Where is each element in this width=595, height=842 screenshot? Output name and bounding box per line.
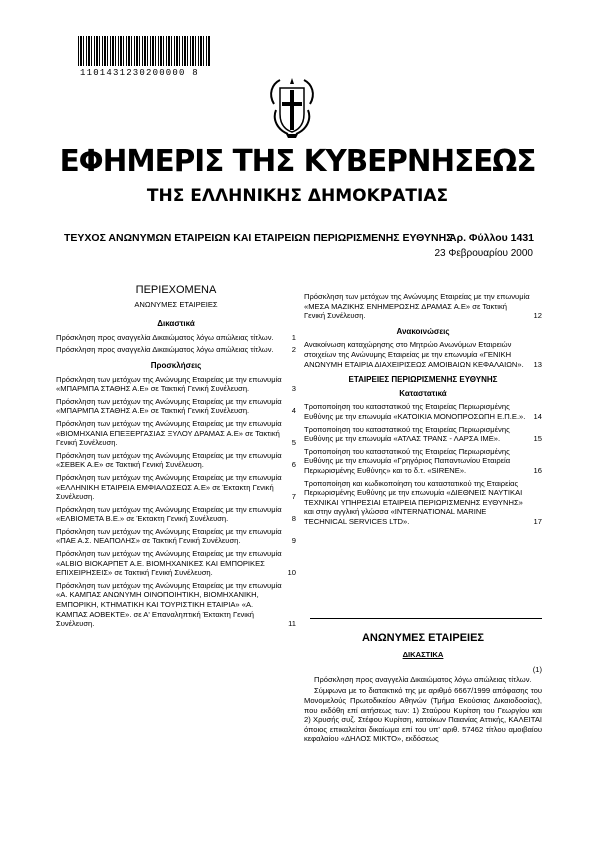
- contents-section: ΑΝΩΝΥΜΕΣ ΕΤΑΙΡΕΙΕΣ: [134, 299, 218, 309]
- entry-page: 12: [533, 311, 542, 321]
- entry-page: 6: [291, 460, 296, 470]
- statutes-heading: Καταστατικά: [399, 388, 447, 398]
- list-item[interactable]: [56, 333, 296, 343]
- entry-page: 1: [291, 332, 296, 342]
- contents-heading: ΠΕΡΙΕΧΟΜΕΝΑ: [135, 284, 217, 296]
- list-item[interactable]: [56, 473, 296, 502]
- list-item[interactable]: [304, 402, 542, 421]
- list-item[interactable]: [56, 397, 296, 416]
- list-item[interactable]: [56, 581, 296, 629]
- list-item[interactable]: [56, 345, 296, 355]
- entry-text: Πρόσκληση των μετόχων της Ανώνυμης Εταιρείας με την επωνυμία «ΣΕΒΕΚ Α.Ε» σε Τακτική Γενική Συνέλευση.: [56, 450, 282, 470]
- greek-coat-of-arms-icon: [266, 74, 318, 140]
- list-item[interactable]: [56, 451, 296, 470]
- entry-page: 17: [533, 516, 542, 526]
- barcode-number: 1101431230200000 8: [80, 68, 199, 78]
- entry-text: Πρόσκληση των μετόχων της Ανώνυμης Εταιρείας με την επωνυμία «ΕΛΒΙΟΜΕΤΑ Β.Ε.» σε Έκτακτη Γενική Συνέλευση.: [56, 504, 282, 524]
- entry-page: 5: [291, 438, 296, 448]
- entry-text: Πρόσκληση προς αναγγελία Δικαιώματος λόγω απώλειας τίτλων.: [56, 332, 274, 342]
- issue-date: 23 Φεβρουαρίου 2000: [434, 248, 533, 259]
- list-item[interactable]: [304, 447, 542, 476]
- entry-text: Τροποποίηση και κωδικοποίηση του καταστατικού της Εταιρείας Περιωρισμένης Ευθύνης με την επωνυμία «ΔΙΕΘΝΕΙΣ ΝΑΥΤΙΚΑΙ ΤΕΧΝΙΚΑΙ ΥΠΗΡΕΣΙΑΙ ΕΤΑΙΡΕΙΑ ΠΕΡΙΩΡΙΣΜΕΝΗΣ ΕΥΘΥΝΗΣ» και στην αγγλική γλώσσα «INTERNATIONAL MARINE TECHNICAL SERVICES LTD».: [304, 478, 523, 526]
- body-section-title: ΑΝΩΝΥΜΕΣ ΕΤΑΙΡΕΙΕΣ: [361, 632, 485, 644]
- invitations-list: [56, 375, 296, 629]
- notice-number: (1): [532, 665, 542, 675]
- entry-page: 13: [533, 359, 542, 369]
- ltd-section-heading: ΕΤΑΙΡΕΙΕΣ ΠΕΡΙΩΡΙΣΜΕΝΗΣ ΕΥΘΥΝΗΣ: [348, 375, 498, 385]
- body-section: [304, 630, 542, 744]
- entry-page: 4: [291, 406, 296, 416]
- page-subtitle: ΤΗΣ ΕΛΛΗΝΙΚΗΣ ΔΗΜΟΚΡΑΤΙΑΣ: [146, 186, 449, 206]
- invitations-heading: Προσκλήσεις: [150, 360, 202, 370]
- list-item[interactable]: [56, 375, 296, 394]
- notice-heading: Πρόσκληση προς αναγγελία Δικαιώματος λόγω απώλειας τίτλων.: [314, 674, 532, 684]
- entry-text: Πρόσκληση των μετόχων της Ανώνυμης Εταιρείας με την επωνυμία «ΕΛΛΗΝΙΚΗ ΕΤΑΙΡΕΙΑ ΕΜΦΙΑΛΩΣΕΩΣ Α.Ε» σε Έκτακτη Γενική Συνέλευση.: [56, 472, 282, 502]
- entry-text: Τροποποίηση του καταστατικού της Εταιρείας Περιωρισμένης Ευθύνης με την επωνυμία «ΑΤΛΑΣ ΤΡΑΝΣ - ΛΑΡΣΑ ΙΜΕ».: [304, 424, 510, 444]
- entry-text: Πρόσκληση των μετόχων της Ανώνυμης Εταιρείας με την επωνυμία «Α. ΚΑΜΠΑΣ ΑΝΩΝΥΜΗ ΟΙΝΟΠΟΙΗΤΙΚΗ, ΒΙΟΜΗΧΑΝΙΚΗ, ΕΜΠΟΡΙΚΗ, ΚΤΗΜΑΤΙΚΗ ΚΑΙ ΤΟΥΡΙΣΤΙΚΗ ΕΤΑΙΡΙΑ» «Α. ΚΑΜΠΑΣ ΑΟΒΕΚΤΕ». σε Α' Επαναληπτική Έκτακτη Γενική Συνέλευση.: [56, 580, 282, 629]
- entry-text: Ανακοίνωση καταχώρησης στο Μητρώο Ανωνύμων Εταιρειών στοιχείων της Ανώνυμης Εταιρείας με την επωνυμία «ΓΕΝΙΚΗ ΑΝΩΝΥΜΗ ΕΤΑΙΡΙΑ ΔΙΑΧΕΙΡΙΣΕΩΣ ΑΜΟΙΒΑΙΩΝ ΚΕΦΑΛΑΙΩΝ».: [304, 340, 524, 369]
- list-item[interactable]: [304, 340, 542, 369]
- entry-text: Πρόσκληση των μετόχων της Ανώνυμης Εταιρείας με την επωνυμία «ΠΑΕ Α.Σ. ΝΕΑΠΟΛΗΣ» σε Τακτική Γενική Συνέλευση.: [56, 526, 282, 546]
- list-item[interactable]: [56, 505, 296, 524]
- entry-page: 7: [291, 492, 296, 502]
- entry-text: Πρόσκληση των μετόχων της Ανώνυμης Εταιρείας με την επωνυμία «ΜΠΑΡΜΠΑ ΣΤΑΘΗΣ Α.Ε» σε Τακτική Γενική Συνέλευση.: [56, 396, 282, 416]
- entry-page: 11: [288, 619, 296, 629]
- list-item[interactable]: [56, 549, 296, 578]
- entry-page: 3: [291, 384, 296, 394]
- entry-text: Πρόσκληση των μετόχων της Ανώνυμης Εταιρείας με την επωνυμία «ALBIO ΒΙΟΚΑΡΠΕΤ Α.Ε. ΒΙΟΜΗΧΑΝΙΚΕΣ ΚΑΙ ΕΜΠΟΡΙΚΕΣ ΕΠΙΧΕΙΡΗΣΕΙΣ» σε Τακτική Γενική Συνέλευση.: [56, 549, 282, 578]
- entry-page: 9: [291, 536, 296, 546]
- judicial-heading: Δικαστικά: [157, 319, 195, 329]
- notice-paragraph: Σύμφωνα με το διατακτικό της με αριθμό 6667/1999 απόφασης του Μονομελούς Πρωτοδικείου Αθηνών (Τμήμα Εκούσιας Δικαιοδοσίας), που εκδόθη επί αιτήσεως των: 1) Σταύρου Κυρίτση του Γεωργίου και 2) Χρυσής συζ. Στέφου Κυρίτση, κατοίκων Παιανίας Αττικής, ΚΑΛΕΙΤΑΙ όποιος επικαλείται δικαίωμα επί του υπ' αριθ. 57462 τίτλου αμοιβαίου κεφαλαίου «ΔΗΛΟΣ ΜΙΚΤΟ», εκδόσεως: [304, 686, 542, 744]
- body-subsection-title: ΔΙΚΑΣΤΙΚΑ: [402, 649, 444, 659]
- entry-page: 2: [291, 345, 296, 355]
- divider: [310, 618, 542, 619]
- page-title: ΕΦΗΜΕΡΙΣ ΤΗΣ ΚΥΒΕΡΝΗΣΕΩΣ: [59, 144, 536, 179]
- entry-text: Πρόσκληση των μετόχων της Ανώνυμης Εταιρείας με την επωνυμία «ΜΕΣΑ ΜΑΖΙΚΗΣ ΕΝΗΜΕΡΩΣΗΣ ΔΡΑΜΑΣ Α.Ε» σε Τακτική Γενική Συνέλευση.: [304, 292, 530, 321]
- entry-text: Τροποποίηση του καταστατικού της Εταιρείας Περιωρισμένης Ευθύνης με την επωνυμία «Γρηγόριος Παπαντωνίου Εταιρεία Περιωρισμένης Ευθύνης» και το δ.τ. «SIRENE».: [304, 446, 511, 475]
- statutes-list: [304, 402, 542, 526]
- contents-right-column: [304, 292, 542, 529]
- entry-page: 10: [287, 568, 296, 578]
- announcements-heading: Ανακοινώσεις: [396, 326, 450, 336]
- judicial-list: [56, 333, 296, 355]
- contents-left-column: [56, 278, 296, 632]
- barcode: [78, 36, 210, 66]
- entry-text: Πρόσκληση των μετόχων της Ανώνυμης Εταιρείας με την επωνυμία «ΜΠΑΡΜΠΑ ΣΤΑΘΗΣ Α.Ε» σε Τακτική Γενική Συνέλευση.: [56, 374, 282, 394]
- list-item[interactable]: [56, 419, 296, 448]
- entry-page: 15: [533, 434, 542, 444]
- sheet-number: Αρ. Φύλλου 1431: [449, 232, 534, 244]
- list-item[interactable]: [304, 479, 542, 527]
- list-item[interactable]: [304, 292, 542, 321]
- entry-page: 16: [533, 465, 542, 475]
- entry-text: Πρόσκληση των μετόχων της Ανώνυμης Εταιρείας με την επωνυμία «ΒΙΟΜΗΧΑΝΙΑ ΕΠΕΞΕΡΓΑΣΙΑΣ ΞΥΛΟΥ ΔΡΑΜΑΣ Α.Ε» σε Τακτική Γενική Συνέλευση.: [56, 418, 282, 448]
- entry-text: Πρόσκληση προς αναγγελία Δικαιώματος λόγω απώλειας τίτλων.: [56, 345, 274, 355]
- entry-text: Τροποποίηση του καταστατικού της Εταιρείας Περιωρισμένης Ευθύνης με την επωνυμία «ΚΑΤΟΙΚΙΑ ΜΟΝΟΠΡΟΣΩΠΗ Ε.Π.Ε.».: [304, 402, 526, 421]
- entry-page: 14: [533, 411, 542, 421]
- entry-page: 8: [291, 514, 296, 524]
- issue-type: ΤΕΥΧΟΣ ΑΝΩΝΥΜΩΝ ΕΤΑΙΡΕΙΩΝ ΚΑΙ ΕΤΑΙΡΕΙΩΝ ΠΕΡΙΩΡΙΣΜΕΝΗΣ ΕΥΘΥΝΗΣ: [64, 232, 453, 244]
- list-item[interactable]: [304, 425, 542, 444]
- list-item[interactable]: [56, 527, 296, 546]
